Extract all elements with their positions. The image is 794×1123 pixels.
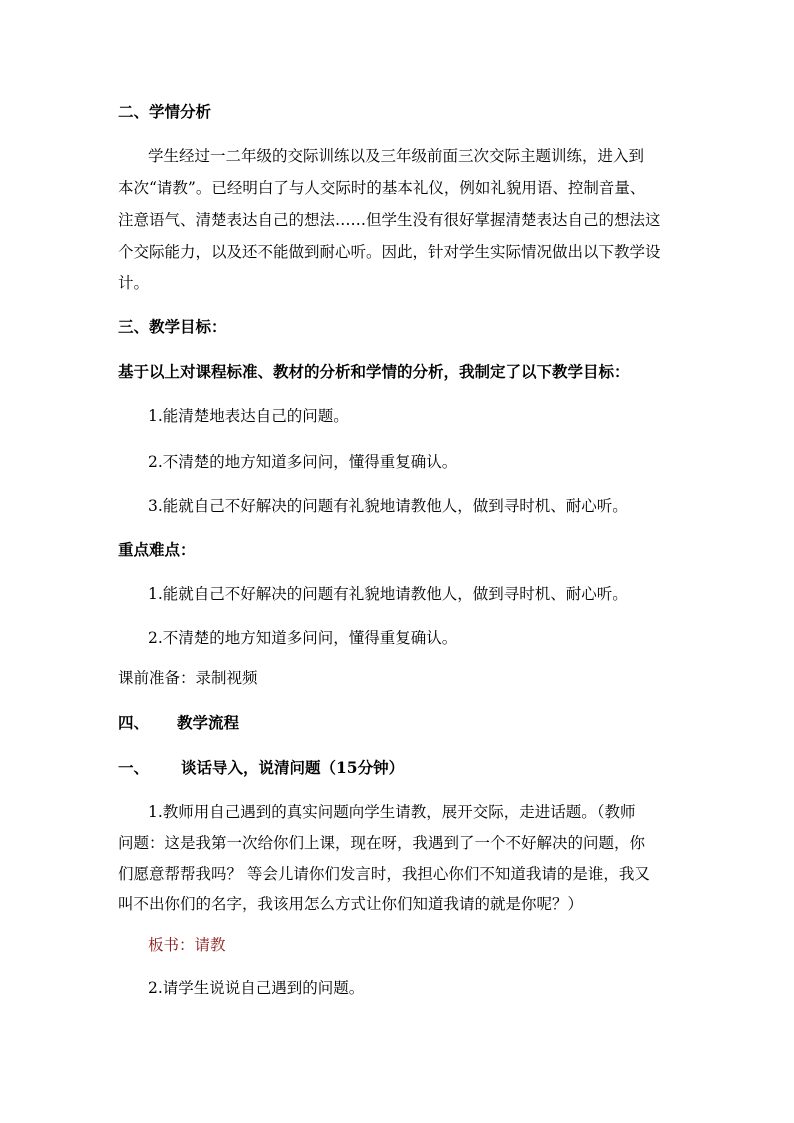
class-preparation: 课前准备：录制视频 [118,669,258,687]
step-title: 谈话导入，说清问题（15分钟） [181,758,405,777]
goal-item: 1.能清楚地表达自己的问题。 [148,407,349,425]
paragraph-line: 2.请学生说说自己遇到的问题。 [148,979,365,997]
section-heading-teaching-goals: 三、教学目标： [118,317,227,336]
key-point-item: 1.能就自己不好解决的问题有礼貌地请教他人，做到寻时机、耐心听。 [148,585,628,603]
key-points-heading: 重点难点： [118,540,196,559]
paragraph-line: 们愿意帮帮我吗？ 等会儿请你们发言时，我担心你们不知道我请的是谁，我又 [118,865,650,883]
section-title: 教学流程 [177,713,240,732]
key-point-item: 2.不清楚的地方知道多问问，懂得重复确认。 [148,629,458,647]
paragraph-line: 叫不出你们的名字，我该用怎么方式让你们知道我请的就是你呢？） [118,895,584,913]
board-note: 板书：请教 [148,936,226,954]
section-heading-teaching-process [118,713,684,733]
goal-item: 2.不清楚的地方知道多问问，懂得重复确认。 [148,453,458,471]
paragraph-line: 计。 [118,274,150,292]
step-number: 一、 [118,758,150,777]
paragraph-line: 1.教师用自己遇到的真实问题向学生请教，展开交际，走进话题。（教师 [148,803,636,821]
goals-intro: 基于以上对课程标准、教材的分析和学情的分析，我制定了以下教学目标： [118,362,630,381]
step-heading [118,758,684,778]
paragraph-line: 学生经过一二年级的交际训练以及三年级前面三次交际主题训练，进入到 [148,147,645,165]
section-number: 四、 [118,713,150,732]
paragraph-line: 注意语气、清楚表达自己的想法……但学生没有很好掌握清楚表达自己的想法这 [118,211,661,229]
paragraph-line: 本次“请教”。已经明白了与人交际时的基本礼仪，例如礼貌用语、控制音量、 [118,179,646,197]
paragraph-line: 个交际能力，以及还不能做到耐心听。因此，针对学生实际情况做出以下教学设 [118,243,661,261]
paragraph-line: 问题：这是我第一次给你们上课，现在呀，我遇到了一个不好解决的问题，你 [118,834,646,852]
section-heading-learner-analysis: 二、学情分析 [118,102,212,121]
goal-item: 3.能就自己不好解决的问题有礼貌地请教他人，做到寻时机、耐心听。 [148,497,628,515]
